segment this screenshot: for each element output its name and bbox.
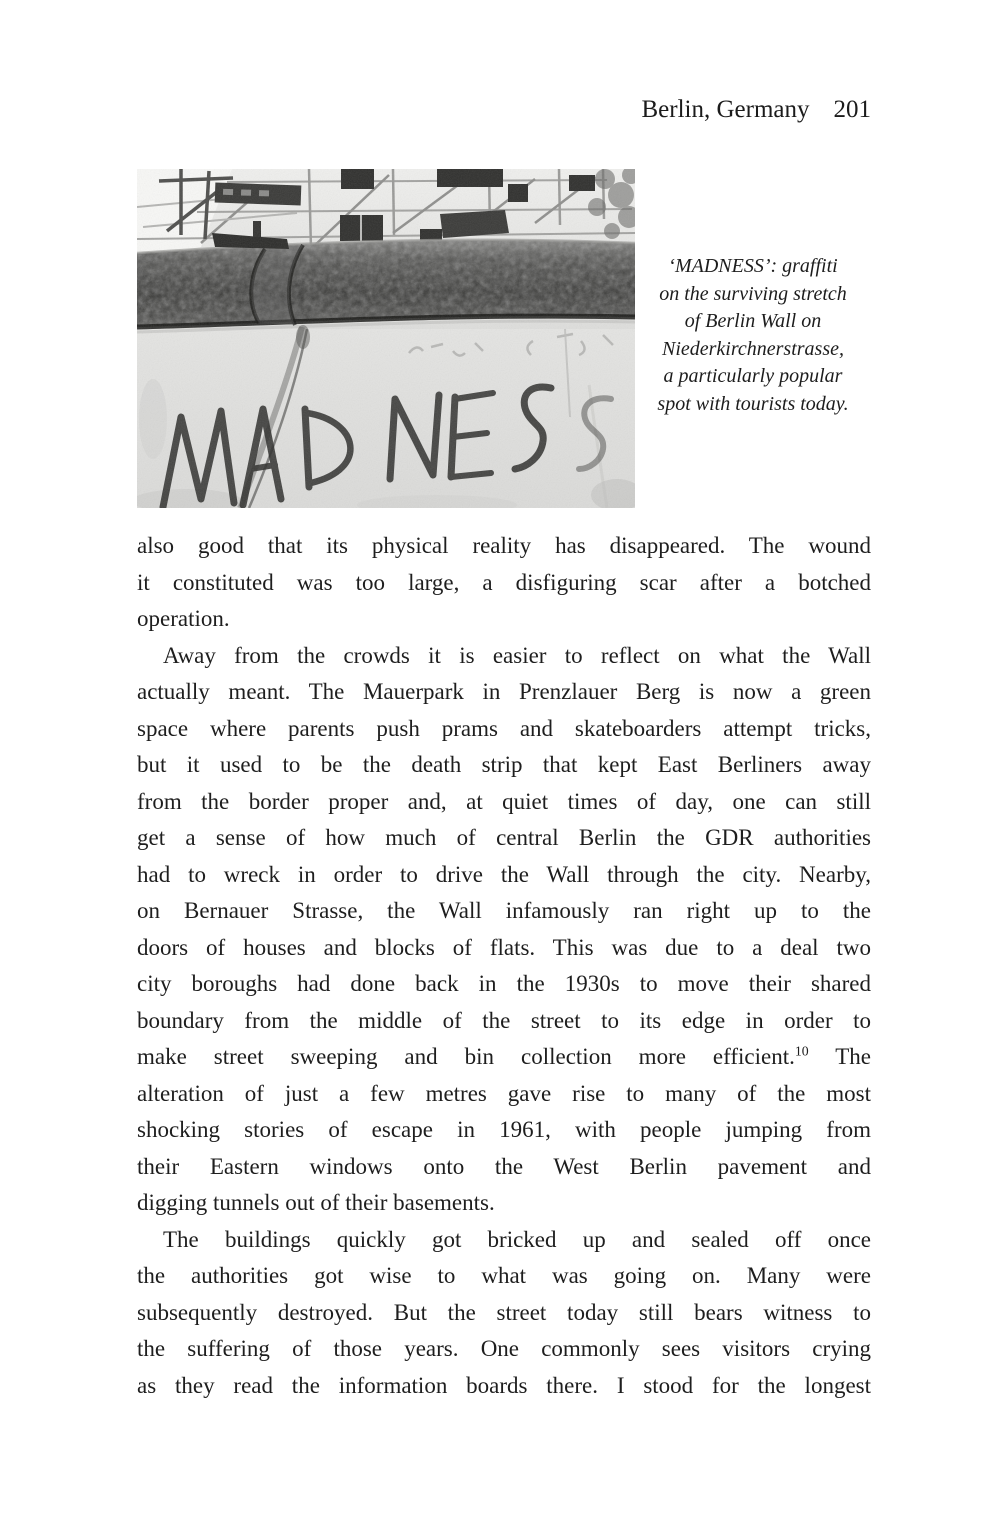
figure-caption	[635, 169, 871, 418]
text-line: the authorities got wise to what was going on. Many were	[137, 1263, 871, 1288]
text-line: alteration of just a few metres gave rise to many of the most	[137, 1080, 871, 1106]
figure	[137, 169, 871, 508]
caption-line: ‘MADNESS’: graffiti	[668, 255, 838, 277]
text-line: doors of houses and blocks of flats. This was due to a deal two	[137, 934, 871, 960]
page-number: 201	[833, 96, 871, 123]
text-line: get a sense of how much of central Berlin the GDR authorities	[137, 825, 871, 850]
caption-line: Niederkirchnerstrasse,	[661, 337, 844, 360]
body-text	[137, 528, 871, 1404]
paragraph	[137, 638, 871, 1222]
text-line: digging tunnels out of their basements.	[137, 1190, 495, 1215]
running-head	[137, 96, 871, 124]
text-line: as they read the information boards there. I stood for the longest	[137, 1372, 871, 1398]
paragraph	[137, 1222, 871, 1405]
text-line: actually meant. The Mauerpark in Prenzlauer Berg is now a green	[137, 679, 871, 704]
paragraph	[137, 528, 871, 638]
caption-line: a particularly popular	[663, 365, 843, 387]
photo-grain	[137, 169, 635, 508]
text-line: but it used to be the death strip that kept East Berliners away	[137, 752, 871, 777]
running-head-title: Berlin, Germany	[641, 96, 810, 123]
berlin-wall-photo	[137, 169, 635, 508]
text-line: their Eastern windows onto the West Berlin pavement and	[137, 1153, 871, 1179]
text-line: subsequently destroyed. But the street today still bears witness to	[137, 1299, 871, 1325]
text-line: on Bernauer Strasse, the Wall infamously ran right up to the	[137, 898, 871, 923]
footnote-reference: 10	[794, 1043, 809, 1059]
text-line: boundary from the middle of the street to its edge in order to	[137, 1007, 871, 1033]
text-line: also good that its physical reality has disappeared. The wound	[137, 533, 871, 558]
text-line: it constituted was too large, a disfiguring scar after a botched	[137, 569, 871, 595]
text-line: make street sweeping and bin collection more efficient.$^{10}$ The	[137, 1043, 871, 1069]
text-line: from the border proper and, at quiet times of day, one can still	[137, 788, 871, 814]
text-line: operation.	[137, 606, 230, 631]
text-line: city boroughs had done back in the 1930s to move their shared	[137, 971, 871, 996]
text-line: space where parents push prams and skateboarders attempt tricks,	[137, 715, 871, 741]
photo-frame	[137, 169, 635, 508]
text-line: the suffering of those years. One commonly sees visitors crying	[137, 1336, 871, 1361]
caption-line: of Berlin Wall on	[684, 310, 822, 332]
text-line: shocking stories of escape in 1961, with people jumping from	[137, 1117, 871, 1142]
text-line: The buildings quickly got bricked up and sealed off once	[163, 1226, 871, 1252]
text-line: Away from the crowds it is easier to reflect on what the Wall	[163, 642, 871, 668]
text-line: had to wreck in order to drive the Wall through the city. Nearby,	[137, 861, 871, 887]
caption-line: spot with tourists today.	[657, 392, 849, 415]
caption-line: on the surviving stretch	[659, 282, 847, 305]
